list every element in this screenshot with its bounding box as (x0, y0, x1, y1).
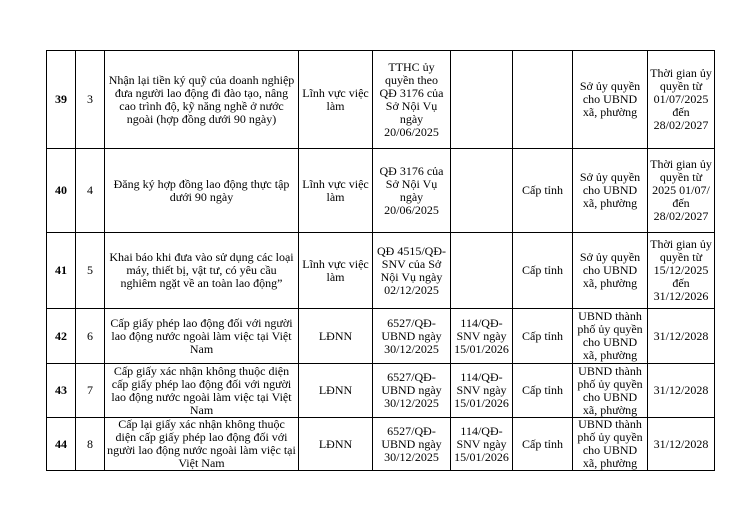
field-cell: LĐNN (299, 309, 373, 364)
row-number: 7 (76, 364, 105, 418)
field-cell: Lĩnh vực việc làm (299, 51, 373, 149)
field-cell: Lĩnh vực việc làm (299, 233, 373, 309)
row-number: 6 (76, 309, 105, 364)
procedure-name: Khai báo khi đưa vào sử dụng các loại máy, thiết bị, vật tư, có yêu cầu nghiêm ngặt về an toàn lao động” (105, 233, 299, 309)
field-cell: LĐNN (299, 364, 373, 418)
level-cell (513, 51, 573, 149)
period-cell: Thời gian ủy quyền từ 2025 01/07/đến 28/02/2027 (648, 149, 715, 233)
row-stt: 43 (47, 364, 76, 418)
authority-cell: UBND thành phố ủy quyền cho UBND xã, phường (573, 418, 648, 471)
row-stt: 40 (47, 149, 76, 233)
period-cell: Thời gian ủy quyền từ 01/07/2025 đến 28/02/2027 (648, 51, 715, 149)
decision-cell: QĐ 3176 của Sở Nội Vụ ngày 20/06/2025 (373, 149, 451, 233)
table-row (47, 149, 715, 233)
document-cell: 114/QĐ-SNV ngày 15/01/2026 (451, 309, 513, 364)
decision-cell: 6527/QĐ-UBND ngày 30/12/2025 (373, 364, 451, 418)
procedure-table (46, 50, 715, 471)
row-stt: 42 (47, 309, 76, 364)
row-stt: 39 (47, 51, 76, 149)
decision-cell: TTHC ủy quyền theo QĐ 3176 của Sở Nội Vụ ngày 20/06/2025 (373, 51, 451, 149)
authority-cell: UBND thành phố ủy quyền cho UBND xã, phường (573, 309, 648, 364)
authority-cell: Sở ủy quyền cho UBND xã, phường (573, 233, 648, 309)
period-cell: 31/12/2028 (648, 364, 715, 418)
document-cell (451, 233, 513, 309)
document-cell (451, 51, 513, 149)
decision-cell: QĐ 4515/QĐ-SNV của Sở Nội Vụ ngày 02/12/2025 (373, 233, 451, 309)
level-cell: Cấp tỉnh (513, 233, 573, 309)
procedure-name: Cấp giấy xác nhận không thuộc diện cấp giấy phép lao động đối với người lao động nước ngoài làm việc tại Việt Nam (105, 364, 299, 418)
row-number: 4 (76, 149, 105, 233)
level-cell: Cấp tỉnh (513, 149, 573, 233)
document-cell (451, 149, 513, 233)
document-cell: 114/QĐ-SNV ngày 15/01/2026 (451, 364, 513, 418)
table-row (47, 309, 715, 364)
field-cell: Lĩnh vực việc làm (299, 149, 373, 233)
table-row (47, 51, 715, 149)
period-cell: 31/12/2028 (648, 418, 715, 471)
level-cell: Cấp tỉnh (513, 418, 573, 471)
table-row (47, 364, 715, 418)
row-stt: 44 (47, 418, 76, 471)
field-cell: LĐNN (299, 418, 373, 471)
document-cell: 114/QĐ-SNV ngày 15/01/2026 (451, 418, 513, 471)
authority-cell: Sở ủy quyền cho UBND xã, phường (573, 51, 648, 149)
procedure-name: Nhận lại tiền ký quỹ của doanh nghiệp đưa người lao động đi đào tạo, nâng cao trình độ, kỹ năng nghề ở nước ngoài (hợp đồng dưới 90 ngày) (105, 51, 299, 149)
table-row (47, 233, 715, 309)
level-cell: Cấp tỉnh (513, 364, 573, 418)
procedure-name: Cấp giấy phép lao động đối với người lao động nước ngoài làm việc tại Việt Nam (105, 309, 299, 364)
decision-cell: 6527/QĐ-UBND ngày 30/12/2025 (373, 418, 451, 471)
row-number: 8 (76, 418, 105, 471)
row-stt: 41 (47, 233, 76, 309)
row-number: 3 (76, 51, 105, 149)
level-cell: Cấp tỉnh (513, 309, 573, 364)
table-row (47, 418, 715, 471)
procedure-name: Cấp lại giấy xác nhận không thuộc diện cấp giấy phép lao động đối với người lao động nước ngoài làm việc tại Việt Nam (105, 418, 299, 471)
procedure-name: Đăng ký hợp đồng lao động thực tập dưới 90 ngày (105, 149, 299, 233)
decision-cell: 6527/QĐ-UBND ngày 30/12/2025 (373, 309, 451, 364)
period-cell: Thời gian ủy quyền từ 15/12/2025 đến 31/12/2026 (648, 233, 715, 309)
row-number: 5 (76, 233, 105, 309)
authority-cell: UBND thành phố ủy quyền cho UBND xã, phường (573, 364, 648, 418)
authority-cell: Sở ủy quyền cho UBND xã, phường (573, 149, 648, 233)
period-cell: 31/12/2028 (648, 309, 715, 364)
